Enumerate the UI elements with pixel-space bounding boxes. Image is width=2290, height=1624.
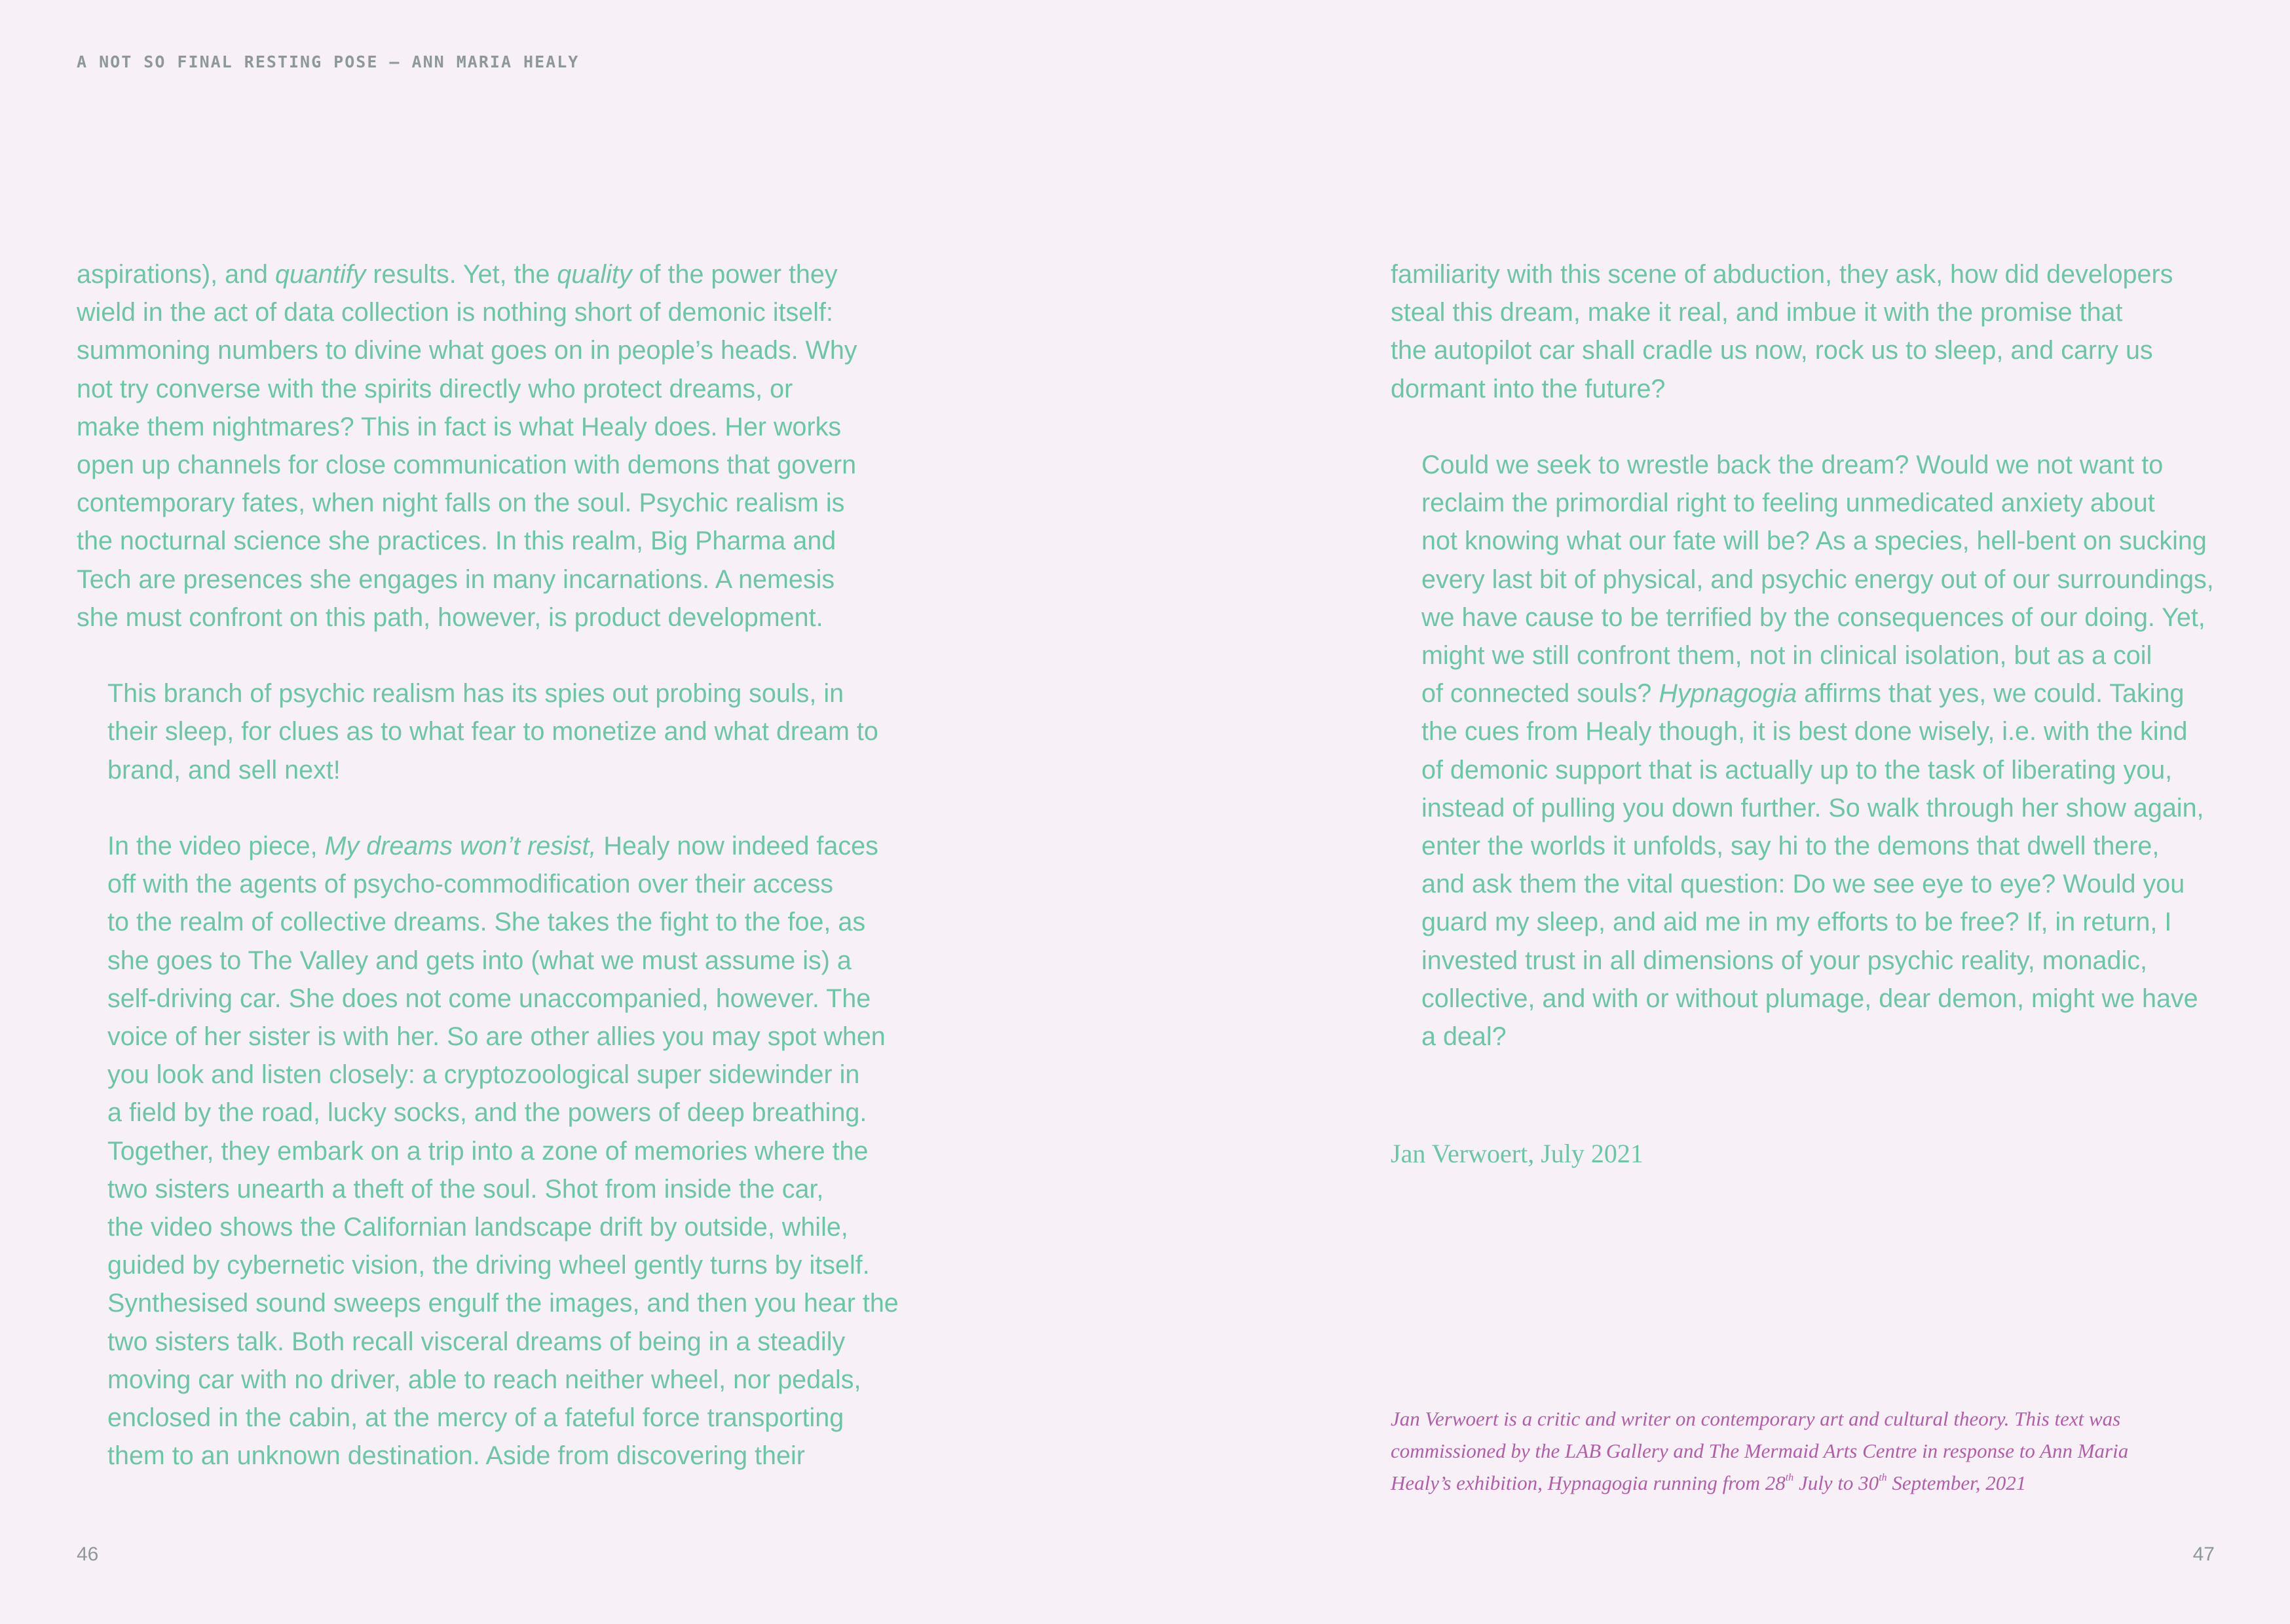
text-line: we have cause to be terrified by the consequences of our doing. Yet,	[1421, 602, 2206, 632]
left-page-text-column	[77, 255, 918, 1513]
text-line: the nocturnal science she practices. In this realm, Big Pharma and	[77, 526, 836, 556]
text-line: contemporary fates, when night falls on the soul. Psychic realism is	[77, 489, 845, 518]
text-line: she goes to The Valley and gets into (what we must assume is) a	[107, 946, 852, 975]
text-line: not knowing what our fate will be? As a species, hell-bent on sucking	[1421, 526, 2207, 556]
text-line	[77, 255, 918, 293]
text-line: guard my sleep, and aid me in my efforts to be free? If, in return, I	[1421, 908, 2172, 937]
text-line: the video shows the Californian landscape drift by outside, while,	[107, 1213, 848, 1242]
bio-text: July to 30	[1793, 1471, 1879, 1494]
text-line: steal this dream, make it real, and imbue it with the promise that	[1391, 298, 2123, 327]
text-line: This branch of psychic realism has its spies out probing souls, in	[107, 679, 844, 709]
text-line: enter the worlds it unfolds, say hi to the demons that dwell there,	[1421, 832, 2160, 861]
left-paragraph-3	[77, 827, 918, 1475]
text-line: invested trust in all dimensions of your psychic reality, monadic,	[1421, 946, 2147, 975]
text-line: open up channels for close communication with demons that govern	[77, 451, 857, 480]
text-line: guided by cybernetic vision, the driving wheel gently turns by itself.	[107, 1251, 870, 1280]
text-line: their sleep, for clues as to what fear to monetize and what dream to	[107, 717, 878, 747]
ordinal-suffix: th	[1879, 1472, 1887, 1483]
text-line: every last bit of physical, and psychic energy out of our surroundings,	[1421, 564, 2214, 594]
line-segment: of the power they	[631, 260, 838, 289]
text-line: not try converse with the spirits directly who protect dreams, or	[77, 374, 793, 403]
text-line: to the realm of collective dreams. She takes the fight to the foe, as	[107, 908, 866, 937]
text-line: collective, and with or without plumage, dear demon, might we have	[1421, 984, 2198, 1013]
text-line: and ask them the vital question: Do we see eye to eye? Would you	[1421, 870, 2185, 899]
text-line: them to an unknown destination. Aside from discovering their	[107, 1441, 805, 1471]
text-line: Synthesised sound sweeps engulf the images, and then you hear the	[107, 1289, 899, 1318]
text-line: the autopilot car shall cradle us now, rock us to sleep, and carry us	[1391, 336, 2153, 365]
text-line: two sisters talk. Both recall visceral dreams of being in a steadily	[107, 1327, 846, 1356]
bio-text: September, 2021	[1886, 1471, 2027, 1494]
text-line: of demonic support that is actually up to the task of liberating you,	[1421, 755, 2173, 784]
right-paragraph-2	[1391, 446, 2229, 1056]
page-number-right: 47	[2192, 1543, 2215, 1565]
line-segment: aspirations), and	[77, 260, 276, 289]
text-line: familiarity with this scene of abduction, they ask, how did developers	[1391, 260, 2173, 289]
line-segment: In the video piece,	[107, 832, 325, 861]
author-signature: Jan Verwoert, July 2021	[1391, 1139, 1643, 1168]
text-line: Together, they embark on a trip into a zone of memories where the	[107, 1136, 869, 1166]
text-line: the cues from Healy though, it is best done wisely, i.e. with the kind	[1421, 717, 2188, 747]
ordinal-suffix: th	[1785, 1472, 1794, 1483]
text-line: a field by the road, lucky socks, and the powers of deep breathing.	[107, 1098, 867, 1128]
bio-line	[1391, 1467, 2242, 1499]
bio-text: Healy’s exhibition, Hypnagogia running from 28	[1391, 1471, 1786, 1494]
text-line: enclosed in the cabin, at the mercy of a fateful force transporting	[107, 1403, 844, 1433]
line-segment: affirms that yes, we could. Taking	[1797, 679, 2185, 709]
left-paragraph-2	[77, 674, 918, 789]
text-line: might we still confront them, not in clinical isolation, but as a coil	[1421, 641, 2152, 671]
running-header: A NOT SO FINAL RESTING POSE – ANN MARIA HEALY	[77, 52, 580, 71]
text-line: Tech are presences she engages in many incarnations. A nemesis	[77, 564, 835, 594]
text-line: a deal?	[1421, 1022, 1507, 1052]
text-line: off with the agents of psycho-commodification over their access	[107, 870, 834, 899]
text-line: dormant into the future?	[1391, 374, 1666, 403]
line-segment: results. Yet, the	[366, 260, 557, 289]
text-line: self-driving car. She does not come unaccompanied, however. The	[107, 984, 871, 1013]
text-line: she must confront on this path, however, is product development.	[77, 602, 823, 632]
text-line: make them nightmares? This in fact is what Healy does. Her works	[77, 412, 842, 441]
emphasis-text: Hypnagogia	[1659, 679, 1797, 709]
text-line: voice of her sister is with her. So are other allies you may spot when	[107, 1022, 886, 1052]
text-line: moving car with no driver, able to reach neither wheel, nor pedals,	[107, 1365, 861, 1394]
text-line: you look and listen closely: a cryptozoological super sidewinder in	[107, 1060, 860, 1090]
left-paragraph-1	[77, 255, 918, 637]
text-line	[77, 827, 918, 865]
text-line: reclaim the primordial right to feeling unmedicated anxiety about	[1421, 489, 2155, 518]
author-bio-note	[1391, 1403, 2242, 1499]
text-line: two sisters unearth a theft of the soul. Shot from inside the car,	[107, 1174, 824, 1204]
emphasis-text: quality	[557, 260, 632, 289]
page-number-left: 46	[77, 1543, 99, 1565]
text-line: Could we seek to wrestle back the dream? Would we not want to	[1421, 451, 2164, 479]
right-paragraph-1	[1391, 255, 2229, 408]
emphasis-text: quantify	[275, 260, 366, 289]
bio-line: commissioned by the LAB Gallery and The Mermaid Arts Centre in response to Ann Maria	[1391, 1439, 2129, 1462]
right-page-text-column	[1391, 255, 2229, 1094]
text-line: wield in the act of data collection is nothing short of demonic itself:	[77, 298, 833, 327]
emphasis-text: My dreams won’t resist,	[324, 832, 597, 861]
text-line: instead of pulling you down further. So walk through her show again,	[1421, 793, 2204, 822]
line-segment: of connected souls?	[1421, 679, 1659, 709]
text-line: brand, and sell next!	[107, 755, 341, 784]
bio-line: Jan Verwoert is a critic and writer on contemporary art and cultural theory. This text was	[1391, 1407, 2121, 1430]
line-segment: Healy now indeed faces	[596, 832, 878, 861]
text-line: summoning numbers to divine what goes on in people’s heads. Why	[77, 336, 857, 365]
text-line	[1391, 674, 2229, 712]
